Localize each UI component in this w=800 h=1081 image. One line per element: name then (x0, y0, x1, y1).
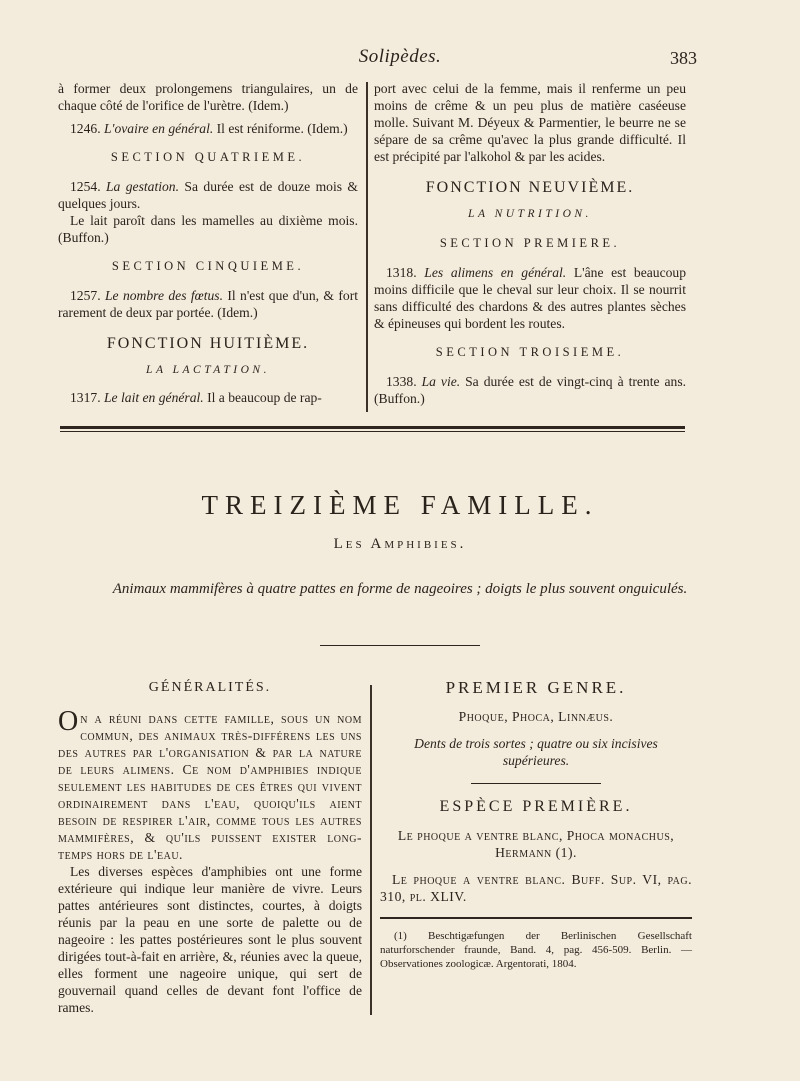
entry-1254: 1254. La gestation. Sa durée est de douze mois & quelques jours. (58, 179, 358, 211)
running-title: Solipèdes. (358, 46, 442, 67)
section-heading: SECTION QUATRIEME. (110, 150, 306, 164)
drop-cap: O (58, 706, 79, 737)
section-heading: SECTION PREMIERE. (439, 236, 621, 250)
species-heading: ESPÈCE PREMIÈRE. (439, 798, 633, 815)
family-description: Animaux mammifères à quatre pattes en forme de nageoires ; doigts le plus souvent onguiculés. (112, 581, 688, 597)
species-line: Le phoque a ventre blanc, Phoca monachus, Hermann (1). (397, 828, 675, 860)
paragraph: à former deux prolongemens triangulaires, un de chaque côté de l'orifice de l'urètre. (Idem.) (58, 81, 358, 113)
function-heading: FONCTION NEUVIÈME. (425, 179, 635, 196)
page-number: 383 (670, 48, 697, 68)
species-line: Le phoque a ventre blanc. Buff. Sup. VI, pag. 310, pl. XLIV. (380, 872, 692, 904)
entry-1318: 1318. Les alimens en général. L'âne est beaucoup moins difficile que le cheval sur leur choix. Il se nourrit sans difficulté des chardons & des autres plantes sèches & épineuses qui bordent les routes. (374, 265, 687, 331)
genre-heading: PREMIER GENRE. (445, 678, 627, 697)
top-left-column (58, 80, 358, 406)
function-heading: FONCTION HUITIÈME. (106, 335, 310, 352)
entry-1338: 1338. La vie. Sa durée est de vingt-cinq à trente ans. (Buffon.) (374, 374, 687, 406)
entry-1246: 1246. L'ovaire en général. Il est réniforme. (Idem.) (70, 121, 348, 136)
paragraph: port avec celui de la femme, mais il renferme un peu moins de crême & un peu plus de matière caséeuse molle. Suivant M. Déyeux & Parmentier, le beurre ne se sépare de sa crême qu'avec la plus grande difficulté. Il est précipité par l'alkohol & par les acides. (374, 81, 686, 164)
section-heading: SECTION CINQUIEME. (111, 259, 305, 273)
section-heading: SECTION TROISIEME. (435, 345, 625, 359)
column-divider (366, 82, 368, 412)
genre-name: Phoque, Phoca, Linnæus. (458, 709, 614, 724)
sub-heading: LA NUTRITION. (468, 208, 592, 220)
entry-1257: 1257. Le nombre des fœtus. Il n'est que d'un, & fort rarement de deux par portée. (Idem.) (58, 288, 358, 320)
family-title: TREIZIÈME FAMILLE. (201, 490, 599, 520)
generalites-paragraph: Les diverses espèces d'amphibies ont une forme extérieure qui indique leur manière de vivre. Leurs pattes antérieures sont distinctes, courtes, à doigts réunis par la peau en une sorte de palette ou de nageoire : les pattes postérieures sont le plus souvent dirigées tout-à-fait en arrière, &, réunies avec la queue, elles forment une nageoire unique, qui sert de gouvernail quand celles de devant font l'office de rames. (58, 864, 362, 1015)
divider-rule (320, 645, 480, 646)
entry-1317: 1317. Le lait en général. Il a beaucoup de rap- (70, 390, 322, 405)
family-subtitle: Les Amphibies. (333, 536, 467, 552)
footnote-rule (380, 917, 692, 919)
generalites-heading: GÉNÉRALITÉS. (148, 680, 272, 695)
divider-rule (471, 783, 601, 784)
paragraph: Le lait paroît dans les mamelles au dixième mois. (Buffon.) (58, 213, 358, 245)
footnote: (1) Beschtigæfungen der Berlinischen Gesellschaft naturforschender fraunde, Band. 4, pag. 456-509. Berlin. — Observationes zoologicæ. Argentorati, 1804. (380, 930, 692, 970)
genre-teeth: Dents de trois sortes ; quatre ou six incisives supérieures. (414, 736, 658, 768)
sub-heading: LA LACTATION. (146, 364, 270, 376)
generalites-paragraph: On a réuni dans cette famille, sous un nom commun, des animaux très-différens les uns des autres par l'organisation & par la nature de leurs alimens. Ce nom d'amphibies indique seulement les habitudes de ces êtres qui vivent ordinairement dans l'eau, quoiqu'ils aient besoin de respirer l'air, comme tous les autres mammifères, & qu'ils puissent exister long-temps hors de l'eau. (58, 706, 362, 862)
column-divider (370, 685, 372, 1015)
bottom-right-column (380, 675, 692, 971)
double-rule (60, 426, 685, 432)
bottom-left-column (58, 675, 362, 1016)
top-right-column (374, 80, 686, 407)
